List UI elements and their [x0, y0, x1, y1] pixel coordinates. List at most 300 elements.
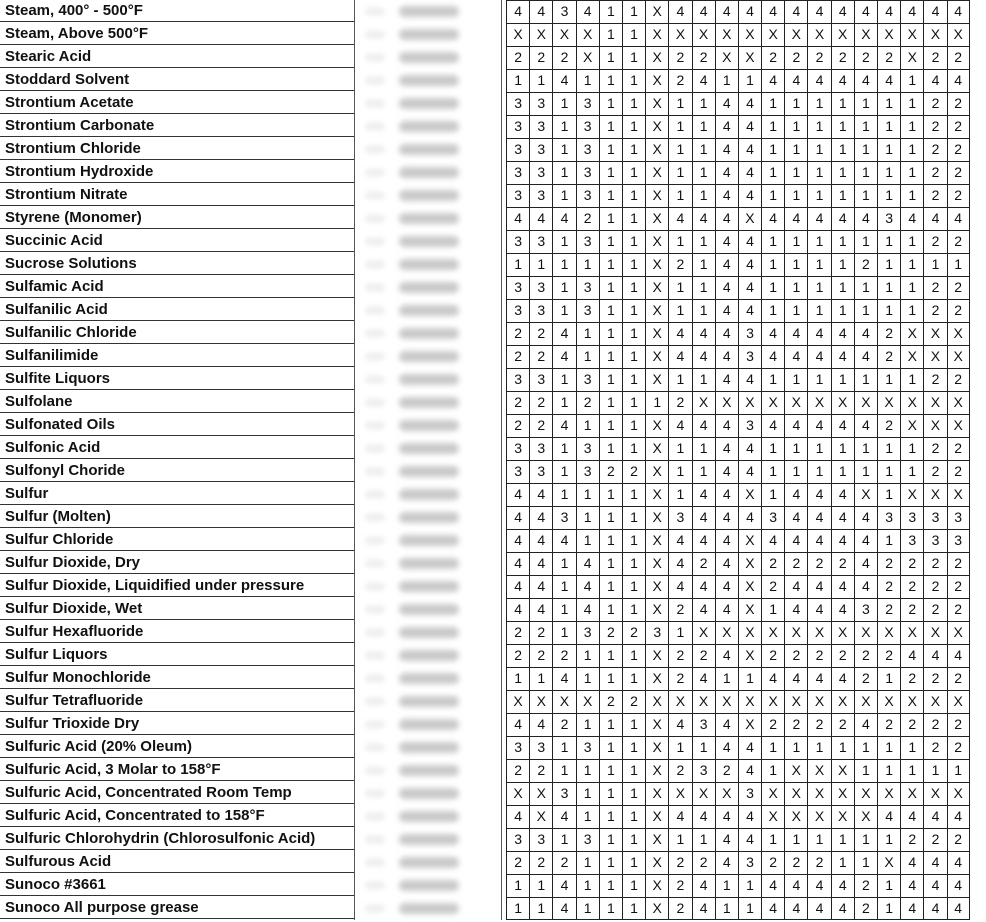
rating-cell: 3 — [552, 0, 575, 23]
blurred-text — [399, 535, 459, 546]
rating-cell: 1 — [761, 368, 784, 391]
rating-cell: 1 — [668, 184, 691, 207]
rating-cell: 1 — [947, 759, 970, 782]
rating-cell: 1 — [622, 184, 645, 207]
rating-cell: 2 — [947, 184, 970, 207]
rating-cell: 1 — [622, 805, 645, 828]
rating-cell: 1 — [784, 115, 807, 138]
rating-cell: X — [529, 23, 552, 46]
rating-cell: 1 — [854, 184, 877, 207]
redacted-code — [354, 874, 502, 897]
rating-cell: 1 — [622, 598, 645, 621]
rating-cell: 1 — [900, 460, 923, 483]
rating-cell: 1 — [831, 828, 854, 851]
rating-cell: 2 — [761, 851, 784, 874]
rating-cell: 4 — [715, 368, 738, 391]
table-row — [0, 828, 986, 851]
rating-cell: X — [784, 391, 807, 414]
rating-cell: 4 — [738, 506, 761, 529]
rating-cell: 2 — [761, 46, 784, 69]
rating-cell: 4 — [552, 207, 575, 230]
table-row — [0, 529, 986, 552]
rating-cells — [506, 460, 970, 483]
blurred-text — [399, 512, 459, 523]
rating-cell: 4 — [947, 207, 970, 230]
rating-cell: 1 — [807, 115, 830, 138]
rating-cell: X — [645, 506, 668, 529]
chemical-name: Stearic Acid — [0, 46, 354, 68]
rating-cell: 3 — [506, 161, 529, 184]
rating-cell: X — [668, 23, 691, 46]
rating-cell: 3 — [576, 230, 599, 253]
rating-cell: 1 — [877, 460, 900, 483]
rating-cell: 1 — [576, 322, 599, 345]
rating-cell: X — [738, 575, 761, 598]
rating-cell: 2 — [923, 230, 946, 253]
chemical-name: Sulfur Hexafluoride — [0, 621, 354, 643]
rating-cell: X — [738, 391, 761, 414]
rating-cell: 1 — [854, 138, 877, 161]
rating-cell: X — [761, 621, 784, 644]
rating-cells — [506, 782, 970, 805]
rating-cells — [506, 322, 970, 345]
rating-cell: 1 — [738, 897, 761, 920]
blurred-text — [365, 743, 385, 752]
rating-cell: 1 — [761, 759, 784, 782]
blurred-text — [365, 858, 385, 867]
rating-cell: 2 — [923, 736, 946, 759]
chemical-name: Sulfonic Acid — [0, 437, 354, 459]
rating-cell: 1 — [599, 46, 622, 69]
rating-cell: 1 — [529, 897, 552, 920]
rating-cell: 4 — [738, 437, 761, 460]
table-row — [0, 897, 986, 920]
rating-cells — [506, 299, 970, 322]
rating-cell: X — [947, 322, 970, 345]
rating-cell: 1 — [599, 322, 622, 345]
chemical-name: Sulfolane — [0, 391, 354, 413]
rating-cell: 3 — [923, 529, 946, 552]
rating-cell: 1 — [599, 0, 622, 23]
rating-cell: 1 — [552, 483, 575, 506]
rating-cell: X — [645, 759, 668, 782]
rating-cell: 4 — [784, 345, 807, 368]
rating-cell: X — [738, 644, 761, 667]
rating-cell: 4 — [506, 0, 529, 23]
rating-cell: 3 — [529, 276, 552, 299]
blurred-text — [399, 374, 459, 385]
chemical-name: Sulfanilimide — [0, 345, 354, 367]
rating-cell: 2 — [923, 552, 946, 575]
rating-cell: 4 — [506, 805, 529, 828]
rating-cell: 1 — [831, 736, 854, 759]
rating-cell: 4 — [831, 414, 854, 437]
rating-cell: X — [715, 690, 738, 713]
rating-cell: 1 — [599, 23, 622, 46]
rating-cell: 4 — [877, 0, 900, 23]
rating-cell: 1 — [854, 736, 877, 759]
rating-cell: X — [645, 483, 668, 506]
rating-cell: 1 — [692, 253, 715, 276]
rating-cell: 1 — [831, 368, 854, 391]
rating-cell: 1 — [576, 874, 599, 897]
blurred-text — [365, 237, 385, 246]
redacted-code — [354, 483, 502, 506]
blurred-text — [399, 788, 459, 799]
table-row — [0, 713, 986, 736]
rating-cell: 4 — [529, 0, 552, 23]
rating-cell: 4 — [947, 69, 970, 92]
rating-cells — [506, 690, 970, 713]
rating-cell: 4 — [784, 207, 807, 230]
rating-cell: 4 — [854, 552, 877, 575]
rating-cell: 4 — [807, 483, 830, 506]
rating-cell: 4 — [807, 414, 830, 437]
blurred-text — [365, 559, 385, 568]
rating-cell: 1 — [877, 874, 900, 897]
rating-cell: 2 — [506, 644, 529, 667]
rating-cell: 1 — [761, 138, 784, 161]
rating-cell: 2 — [807, 644, 830, 667]
rating-cell: 2 — [784, 552, 807, 575]
rating-cell: X — [947, 690, 970, 713]
rating-cell: 1 — [529, 874, 552, 897]
table-row — [0, 644, 986, 667]
rating-cell: 3 — [668, 506, 691, 529]
blurred-text — [399, 328, 459, 339]
rating-cell: 1 — [854, 437, 877, 460]
rating-cell: 4 — [854, 713, 877, 736]
rating-cell: 4 — [738, 0, 761, 23]
rating-cell: 1 — [784, 184, 807, 207]
rating-cell: 4 — [738, 253, 761, 276]
table-row — [0, 46, 986, 69]
rating-cell: 3 — [738, 345, 761, 368]
rating-cell: 1 — [761, 299, 784, 322]
redacted-code — [354, 138, 502, 161]
rating-cell: 4 — [900, 874, 923, 897]
rating-cell: X — [807, 805, 830, 828]
rating-cell: 4 — [923, 207, 946, 230]
rating-cells — [506, 391, 970, 414]
rating-cell: 1 — [877, 253, 900, 276]
rating-cell: X — [738, 529, 761, 552]
rating-cell: 3 — [576, 828, 599, 851]
rating-cell: 1 — [622, 506, 645, 529]
rating-cell: X — [738, 713, 761, 736]
rating-cell: 1 — [738, 874, 761, 897]
rating-cell: 1 — [877, 759, 900, 782]
rating-cells — [506, 805, 970, 828]
rating-cells — [506, 161, 970, 184]
rating-cell: 4 — [668, 322, 691, 345]
table-row — [0, 874, 986, 897]
rating-cell: 1 — [599, 897, 622, 920]
rating-cell: 4 — [715, 506, 738, 529]
rating-cell: 1 — [761, 598, 784, 621]
rating-cell: 1 — [576, 667, 599, 690]
chemical-name: Sulfur Trioxide Dry — [0, 713, 354, 735]
rating-cell: 4 — [761, 414, 784, 437]
rating-cell: 1 — [692, 138, 715, 161]
rating-cell: 4 — [576, 0, 599, 23]
rating-cell: 2 — [668, 644, 691, 667]
rating-cell: 3 — [506, 115, 529, 138]
rating-cell: 1 — [599, 598, 622, 621]
chemical-name: Sunoco All purpose grease — [0, 897, 354, 919]
rating-cell: X — [645, 161, 668, 184]
rating-cell: 4 — [715, 115, 738, 138]
rating-cell: 4 — [692, 874, 715, 897]
rating-cell: 2 — [506, 391, 529, 414]
rating-cell: 2 — [877, 575, 900, 598]
rating-cell: 2 — [854, 46, 877, 69]
blurred-text — [365, 789, 385, 798]
rating-cell: 2 — [668, 851, 691, 874]
rating-cells — [506, 115, 970, 138]
rating-cell: X — [645, 299, 668, 322]
rating-cell: X — [576, 690, 599, 713]
rating-cell: 4 — [576, 598, 599, 621]
rating-cell: X — [854, 805, 877, 828]
table-row — [0, 437, 986, 460]
rating-cell: 4 — [900, 644, 923, 667]
rating-cells — [506, 207, 970, 230]
rating-cell: 2 — [668, 759, 691, 782]
rating-cell: X — [831, 782, 854, 805]
rating-cell: X — [645, 322, 668, 345]
redacted-code — [354, 759, 502, 782]
rating-cell: 4 — [552, 414, 575, 437]
rating-cell: 1 — [900, 161, 923, 184]
rating-cell: 4 — [715, 414, 738, 437]
rating-cell: 1 — [692, 276, 715, 299]
rating-cell: 2 — [807, 552, 830, 575]
rating-cell: 1 — [622, 322, 645, 345]
chemical-name: Strontium Chloride — [0, 138, 354, 160]
rating-cell: 1 — [877, 184, 900, 207]
redacted-code — [354, 253, 502, 276]
rating-cell: 2 — [807, 713, 830, 736]
rating-cell: 4 — [738, 276, 761, 299]
blurred-text — [399, 627, 459, 638]
rating-cell: 2 — [668, 46, 691, 69]
rating-cell: X — [529, 805, 552, 828]
rating-cells — [506, 253, 970, 276]
rating-cell: X — [645, 552, 668, 575]
rating-cell: 4 — [738, 230, 761, 253]
rating-cell: 3 — [576, 276, 599, 299]
rating-cell: 1 — [599, 368, 622, 391]
rating-cell: 2 — [668, 69, 691, 92]
rating-cell: 1 — [668, 736, 691, 759]
rating-cells — [506, 759, 970, 782]
blurred-text — [365, 421, 385, 430]
rating-cell: 4 — [529, 207, 552, 230]
rating-cell: 1 — [877, 299, 900, 322]
rating-cell: 4 — [715, 138, 738, 161]
rating-cell: 1 — [807, 276, 830, 299]
rating-cell: 1 — [552, 276, 575, 299]
rating-cell: 1 — [900, 736, 923, 759]
rating-cell: X — [761, 782, 784, 805]
rating-cells — [506, 621, 970, 644]
rating-cell: X — [900, 483, 923, 506]
table-row — [0, 115, 986, 138]
rating-cell: 4 — [854, 69, 877, 92]
rating-cell: X — [668, 690, 691, 713]
rating-cell: 4 — [715, 299, 738, 322]
rating-cell: 2 — [784, 644, 807, 667]
rating-cell: 4 — [854, 322, 877, 345]
rating-cell: 1 — [923, 253, 946, 276]
rating-cell: 1 — [599, 345, 622, 368]
blurred-text — [365, 467, 385, 476]
rating-cell: 3 — [506, 184, 529, 207]
blurred-text — [399, 420, 459, 431]
rating-cell: 3 — [529, 368, 552, 391]
rating-cell: 4 — [831, 0, 854, 23]
rating-cell: 1 — [784, 736, 807, 759]
rating-cell: 2 — [947, 552, 970, 575]
rating-cell: 3 — [576, 161, 599, 184]
rating-cell: X — [738, 621, 761, 644]
rating-cell: X — [831, 621, 854, 644]
rating-cell: 4 — [715, 207, 738, 230]
rating-cell: 2 — [506, 46, 529, 69]
rating-cell: 1 — [529, 253, 552, 276]
chemical-name: Sulfur Dioxide, Liquidified under pressure — [0, 575, 354, 597]
chemical-name: Sucrose Solutions — [0, 253, 354, 275]
rating-cell: 1 — [599, 391, 622, 414]
redacted-code — [354, 322, 502, 345]
rating-cell: X — [831, 690, 854, 713]
rating-cell: 2 — [947, 92, 970, 115]
blurred-text — [399, 466, 459, 477]
rating-cell: 4 — [692, 322, 715, 345]
redacted-code — [354, 529, 502, 552]
rating-cell: 3 — [529, 736, 552, 759]
rating-cell: 1 — [877, 828, 900, 851]
rating-cell: 1 — [900, 115, 923, 138]
rating-cell: X — [692, 23, 715, 46]
rating-cell: 2 — [552, 713, 575, 736]
rating-cell: 4 — [900, 851, 923, 874]
rating-cell: 4 — [831, 69, 854, 92]
rating-cell: X — [784, 805, 807, 828]
chemical-name: Stoddard Solvent — [0, 69, 354, 91]
rating-cell: X — [738, 207, 761, 230]
rating-cell: 4 — [807, 897, 830, 920]
rating-cell: 4 — [738, 368, 761, 391]
rating-cell: 1 — [692, 828, 715, 851]
rating-cell: 1 — [599, 667, 622, 690]
table-row — [0, 253, 986, 276]
rating-cell: 1 — [668, 437, 691, 460]
rating-cell: 1 — [599, 184, 622, 207]
rating-cell: 2 — [947, 713, 970, 736]
rating-cell: X — [900, 782, 923, 805]
rating-cell: 4 — [807, 529, 830, 552]
rating-cell: 1 — [784, 253, 807, 276]
rating-cell: 1 — [622, 414, 645, 437]
rating-cell: 4 — [784, 414, 807, 437]
table-row — [0, 0, 986, 23]
chemical-name: Strontium Acetate — [0, 92, 354, 114]
rating-cell: 1 — [576, 897, 599, 920]
rating-cell: X — [854, 621, 877, 644]
rating-cell: 4 — [738, 828, 761, 851]
rating-cell: 4 — [668, 805, 691, 828]
table-row — [0, 345, 986, 368]
rating-cell: 4 — [529, 483, 552, 506]
rating-cell: 2 — [599, 690, 622, 713]
rating-cell: 1 — [761, 161, 784, 184]
rating-cell: 1 — [900, 253, 923, 276]
rating-cell: 1 — [761, 437, 784, 460]
rating-cell: 1 — [599, 713, 622, 736]
rating-cell: 4 — [715, 184, 738, 207]
rating-cell: 1 — [784, 161, 807, 184]
redacted-code — [354, 598, 502, 621]
blurred-text — [365, 53, 385, 62]
rating-cell: 2 — [900, 667, 923, 690]
rating-cell: 1 — [599, 115, 622, 138]
rating-cell: X — [715, 391, 738, 414]
blurred-text — [365, 214, 385, 223]
rating-cell: 1 — [668, 483, 691, 506]
redacted-code — [354, 391, 502, 414]
redacted-code — [354, 368, 502, 391]
rating-cell: 1 — [576, 345, 599, 368]
rating-cells — [506, 92, 970, 115]
blurred-text — [365, 513, 385, 522]
rating-cell: 2 — [529, 345, 552, 368]
rating-cell: 2 — [947, 667, 970, 690]
rating-cell: 4 — [715, 92, 738, 115]
rating-cell: 1 — [622, 437, 645, 460]
table-row — [0, 483, 986, 506]
rating-cell: X — [715, 782, 738, 805]
blurred-text — [365, 812, 385, 821]
blurred-text — [365, 628, 385, 637]
rating-cell: 4 — [784, 506, 807, 529]
rating-cell: 1 — [576, 69, 599, 92]
rating-cell: 1 — [622, 391, 645, 414]
rating-cell: 2 — [854, 874, 877, 897]
rating-cell: 4 — [738, 161, 761, 184]
rating-cell: 4 — [761, 207, 784, 230]
rating-cell: 4 — [715, 713, 738, 736]
blurred-text — [399, 903, 459, 914]
rating-cell: 3 — [529, 161, 552, 184]
blurred-text — [399, 75, 459, 86]
rating-cell: 2 — [692, 552, 715, 575]
rating-cell: 2 — [877, 644, 900, 667]
rating-cell: 4 — [831, 207, 854, 230]
rating-cell: 1 — [552, 230, 575, 253]
rating-cell: 3 — [529, 92, 552, 115]
rating-cell: 1 — [622, 736, 645, 759]
rating-cell: X — [784, 759, 807, 782]
rating-cell: 4 — [715, 552, 738, 575]
rating-cell: 1 — [668, 138, 691, 161]
redacted-code — [354, 230, 502, 253]
blurred-text — [365, 283, 385, 292]
rating-cell: 1 — [506, 897, 529, 920]
rating-cell: 1 — [668, 92, 691, 115]
table-row — [0, 161, 986, 184]
